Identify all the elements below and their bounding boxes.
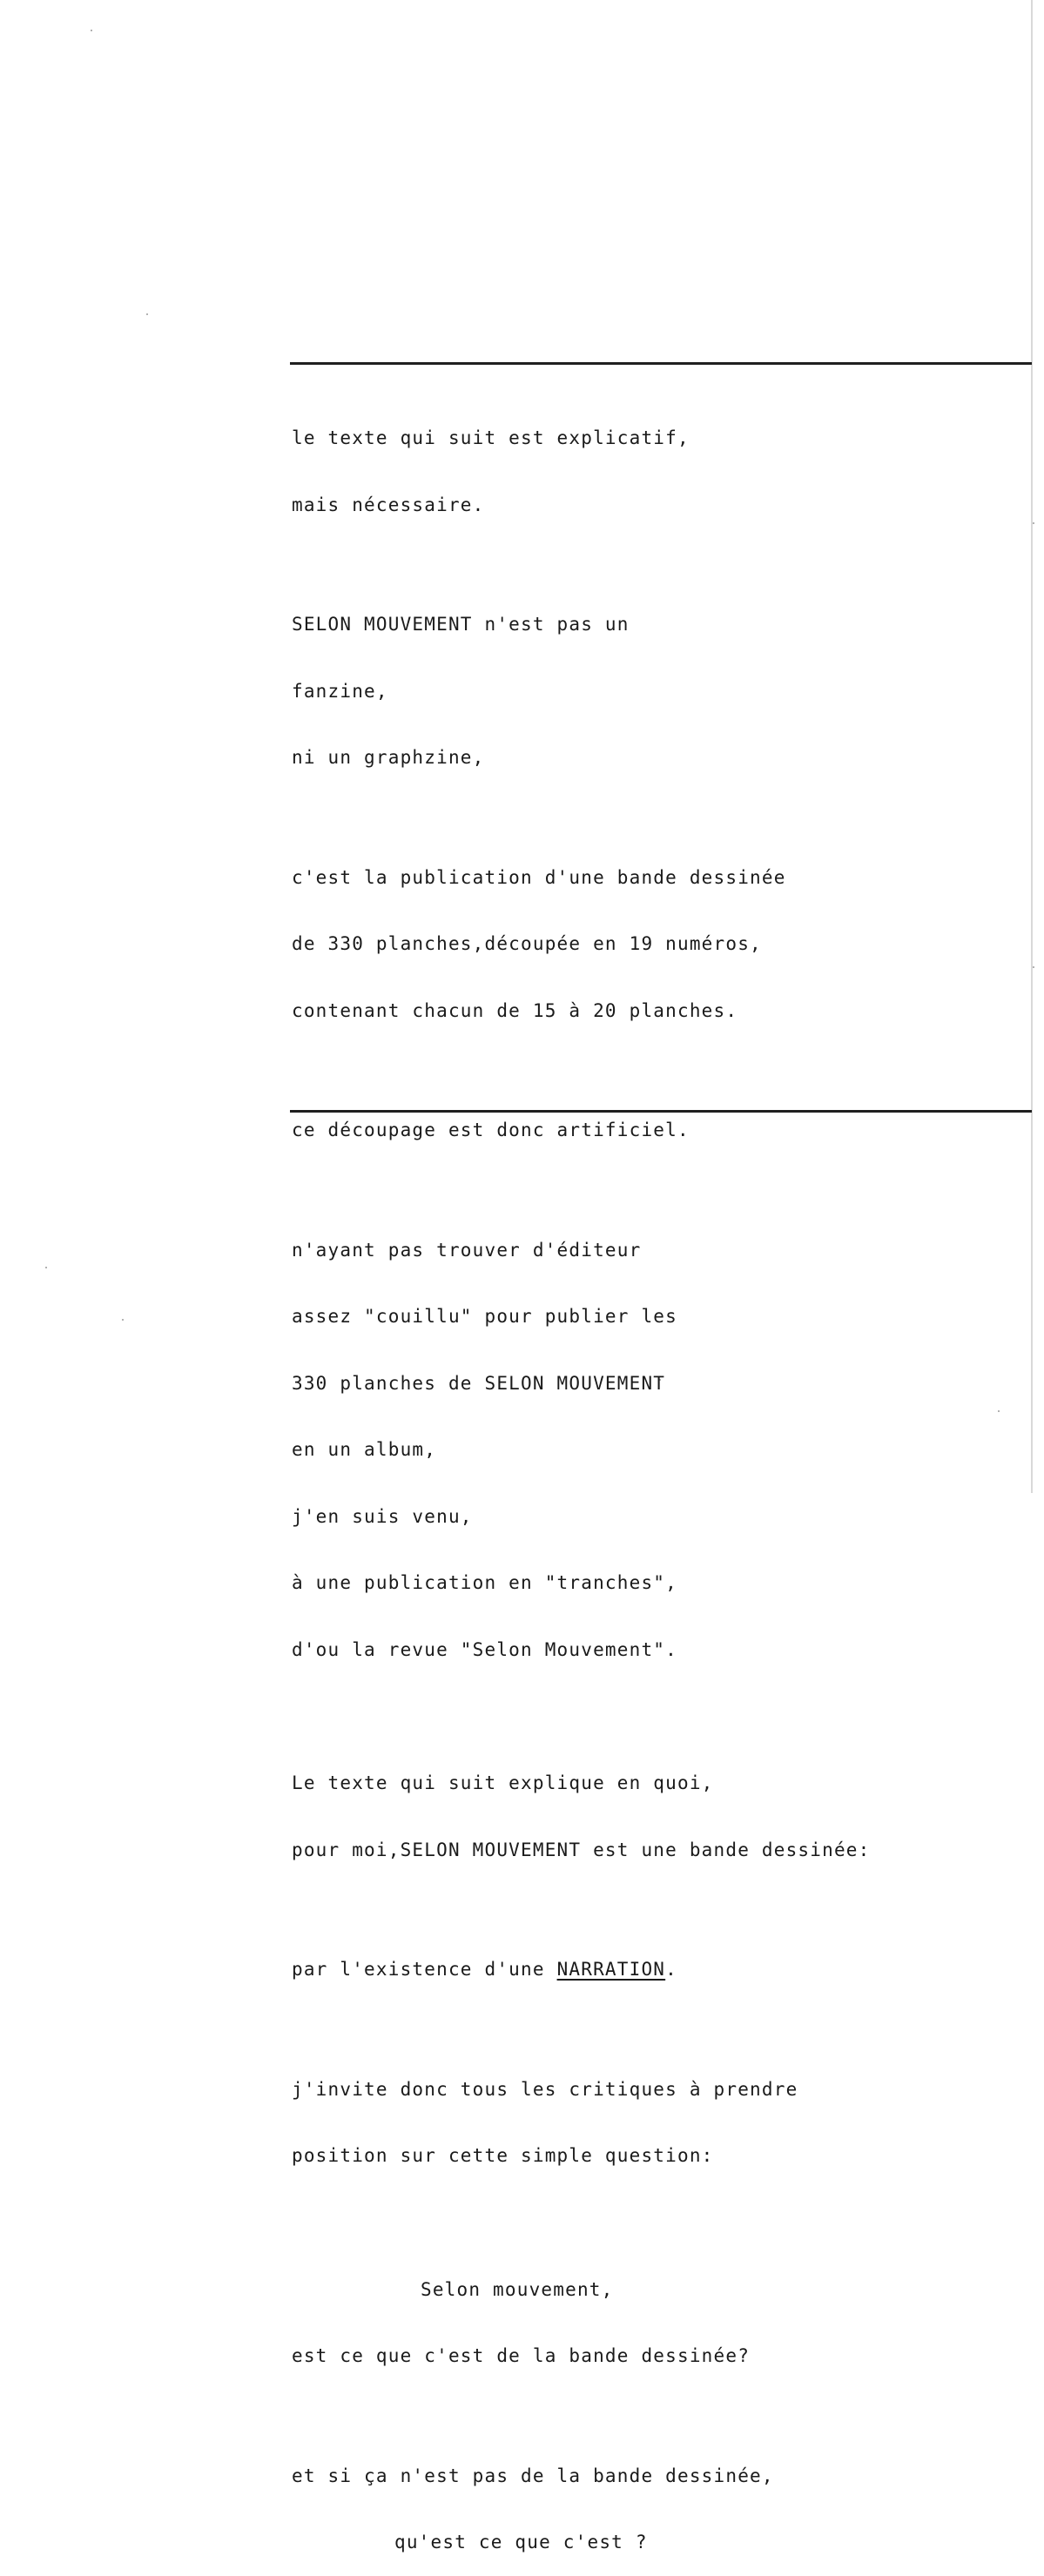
dust-speck [1033,966,1034,968]
spacer [292,2026,1032,2035]
text-line: SELON MOUVEMENT n'est pas un [292,614,630,635]
dust-speck [45,1267,47,1268]
narration-word: NARRATION [556,1959,666,1980]
text-segment: . [665,1959,677,1980]
text-line: pour moi,SELON MOUVEMENT est une bande dessinée: [292,1839,871,1860]
text-line: ni un graphzine, [292,747,485,768]
text-line: en un album, [292,1439,437,1460]
top-rule [290,362,1032,365]
spacer [292,1705,1032,1728]
spacer [292,1187,1032,1195]
text-line: j'en suis venu, [292,1505,473,1527]
text-line: fanzine, [292,680,388,702]
text-line: le texte qui suit est explicatif, [292,427,690,448]
text-line: qu'est ce que c'est ? [394,2532,648,2552]
text-line: c'est la publication d'une bande dessinée [292,866,786,888]
spacer [292,814,1032,823]
text-line: à une publication en "tranches", [292,1572,677,1593]
text-line: Selon mouvement, [421,2278,614,2300]
text-line: assez "couillu" pour publier les [292,1306,677,1327]
text-line: contenant chacun de 15 à 20 planches. [292,999,738,1021]
text-line: d'ou la revue "Selon Mouvement". [292,1638,677,1660]
text-line: est ce que c'est de la bande dessinée? [292,2345,751,2366]
text-segment: par l'existence d'une [292,1959,557,1980]
spacer [292,2212,1032,2235]
text-line: de 330 planches,découpée en 19 numéros, [292,933,762,954]
spacer [292,1066,1032,1075]
text-line: et si ça n'est pas de la bande dessinée, [292,2465,774,2486]
narration-line [292,1959,1032,1981]
text-line: ce découpage est donc artificiel. [292,1120,690,1140]
typed-text-block [292,383,1032,2576]
spacer [292,1906,1032,1914]
dust-speck [1033,522,1034,524]
text-line: position sur cette simple question: [292,2145,714,2166]
text-line: n'ayant pas trouver d'éditeur [292,1239,642,1261]
dust-speck [122,1319,124,1321]
dust-speck [91,30,92,31]
text-line: j'invite donc tous les critiques à prendre [292,2078,798,2100]
dust-speck [146,313,148,315]
text-line: Le texte qui suit explique en quoi, [292,1772,714,1793]
spacer [292,2412,1032,2421]
spacer [292,561,1032,569]
text-line: 330 planches de SELON MOUVEMENT [292,1372,666,1394]
bottom-rule [290,1110,1032,1113]
text-line: mais nécessaire. [292,494,485,515]
